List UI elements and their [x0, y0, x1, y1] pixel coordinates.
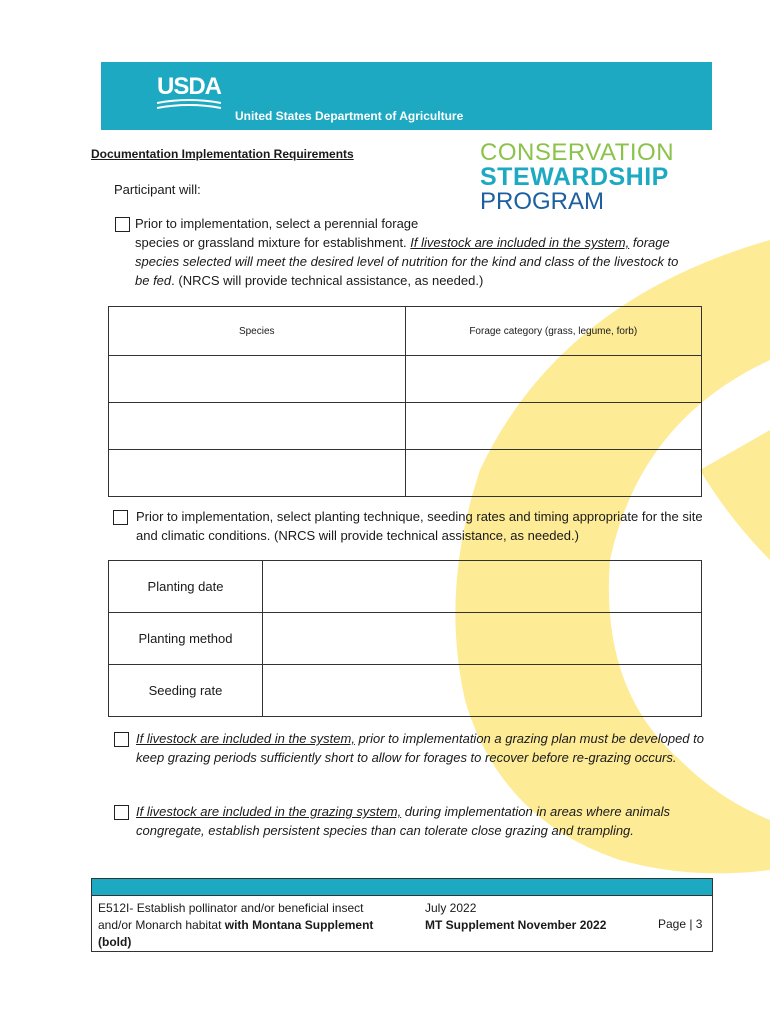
page-footer: [91, 896, 713, 952]
planting-date-label: Planting date: [109, 561, 263, 613]
seeding-rate-label: Seeding rate: [109, 665, 263, 717]
item1-line2: species or grassland mixture for establishment.: [135, 235, 411, 250]
forage-category-cell[interactable]: [405, 450, 702, 497]
species-cell[interactable]: [109, 356, 406, 403]
footer-page-number: Page | 3: [658, 917, 703, 931]
item1-line1: Prior to implementation, select a perennial forage: [135, 216, 419, 231]
species-cell[interactable]: [109, 450, 406, 497]
planting-method-cell[interactable]: [263, 613, 702, 665]
usda-logo: [157, 75, 221, 111]
usda-header-banner: [101, 62, 712, 130]
species-table: [108, 306, 702, 497]
department-name: United States Department of Agriculture: [235, 109, 464, 123]
item3-rest: prior to implementation a grazing plan must be developed to keep grazing periods sufficiently short to allow for forages to recover before re-grazing occurs.: [136, 731, 704, 765]
forage-category-cell[interactable]: [405, 356, 702, 403]
document-title: Documentation Implementation Requirements: [91, 147, 354, 161]
item2-text: Prior to implementation, select planting technique, seeding rates and timing appropriate for the site and climatic conditions. (NRCS will provide technical assistance, as needed.): [136, 509, 703, 543]
csp-logo-line1: CONSERVATION: [480, 139, 675, 166]
footer-practice-code: [98, 900, 398, 951]
usda-field-lines-icon: [157, 99, 221, 111]
item1-italic-underlined: If livestock are included in the system,: [410, 235, 630, 250]
item1-text: [135, 214, 695, 290]
item1-end: . (NRCS will provide technical assistance, as needed.): [171, 273, 484, 288]
footer-date: July 2022: [425, 901, 477, 915]
item1-italic-rest: forage species selected will meet the desired level of nutrition for the kind and class of the livestock to be fed: [135, 235, 679, 288]
csp-logo-line2: STEWARDSHIP: [480, 163, 669, 191]
planting-method-label: Planting method: [109, 613, 263, 665]
footer-color-bar: [91, 878, 713, 896]
item4-text: [136, 802, 676, 840]
species-cell[interactable]: [109, 403, 406, 450]
item3-text: [136, 729, 706, 767]
participant-label: Participant will:: [114, 182, 201, 197]
checkbox-grazing-plan[interactable]: [114, 732, 129, 747]
forage-category-header: Forage category (grass, legume, forb): [405, 307, 702, 356]
footer-code-text: E512I- Establish pollinator and/or beneficial insect and/or Monarch habitat: [98, 901, 364, 932]
seeding-rate-cell[interactable]: [263, 665, 702, 717]
item4-rest: during implementation in areas where animals congregate, establish persistent species than can tolerate close grazing and trampling.: [136, 804, 670, 838]
planting-table: [108, 560, 702, 717]
checkbox-select-forage[interactable]: [115, 217, 130, 232]
footer-supplement: MT Supplement November 2022: [425, 918, 607, 932]
usda-logo-text: USDA: [157, 73, 222, 100]
checkbox-persistent-species[interactable]: [114, 805, 129, 820]
species-header: Species: [109, 307, 406, 356]
forage-category-cell[interactable]: [405, 403, 702, 450]
csp-logo-line3: PROGRAM: [480, 188, 605, 215]
csp-program-logo: [480, 141, 674, 214]
item3-underlined: If livestock are included in the system,: [136, 731, 355, 746]
footer-dates: [425, 900, 606, 934]
checkbox-planting-technique[interactable]: [113, 510, 128, 525]
footer-code-bold: with Montana Supplement (bold): [98, 918, 374, 949]
item4-underlined: If livestock are included in the grazing system,: [136, 804, 402, 819]
planting-date-cell[interactable]: [263, 561, 702, 613]
